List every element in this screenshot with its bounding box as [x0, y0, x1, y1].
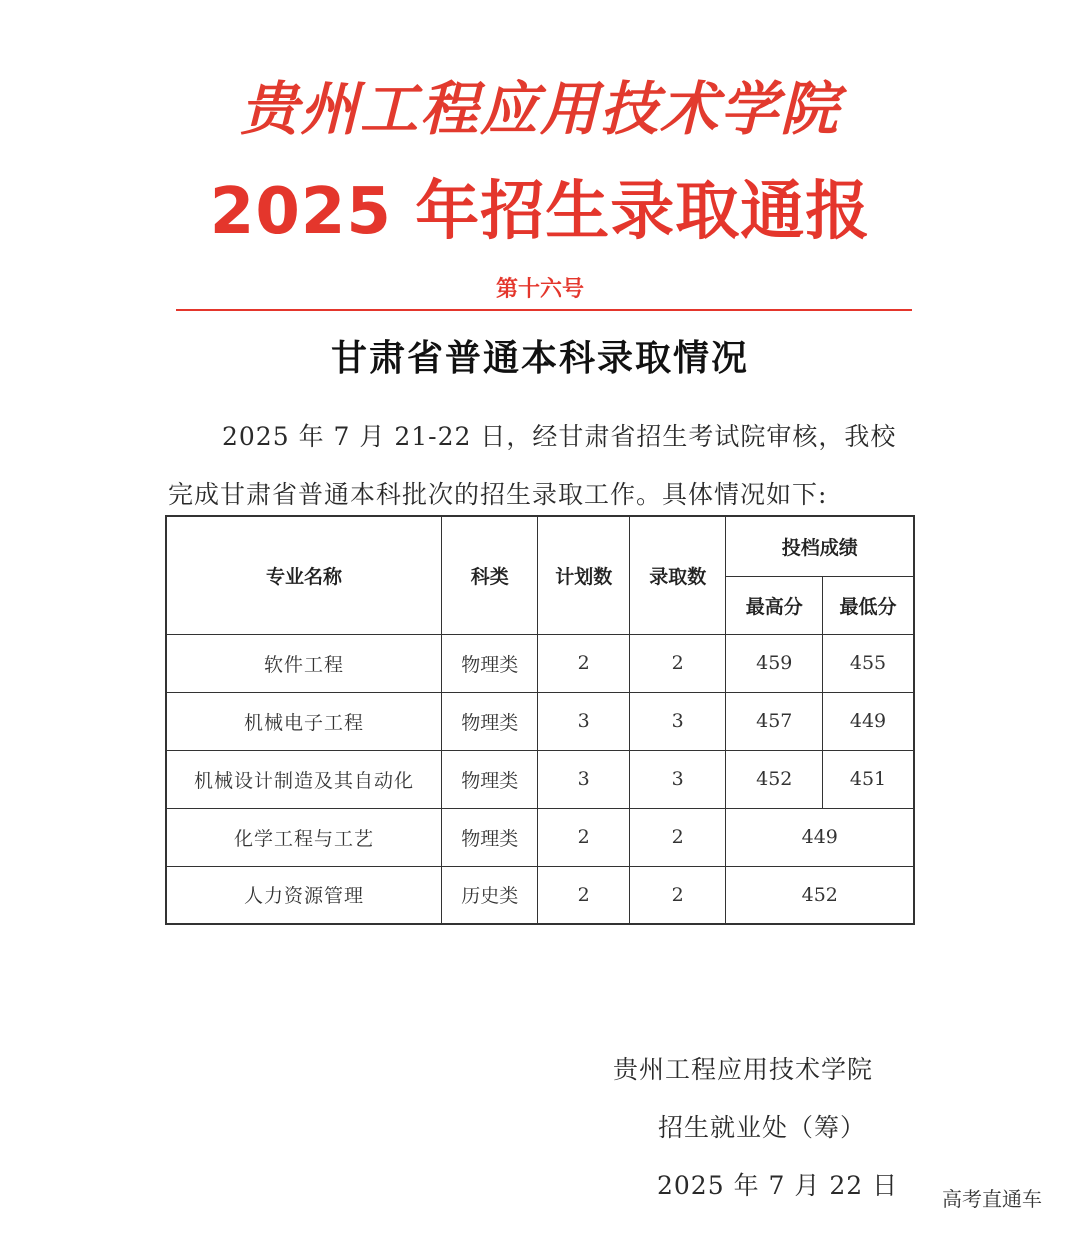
header-max-score: 最高分: [726, 576, 823, 634]
cell-max-score: 457: [726, 692, 823, 750]
header-divider: [176, 309, 912, 311]
header-admitted: 录取数: [629, 516, 726, 634]
cell-admitted: 2: [629, 866, 726, 924]
signature-organization: 贵州工程应用技术学院: [613, 1055, 874, 1084]
cell-category: 物理类: [441, 808, 538, 866]
cell-major: 机械设计制造及其自动化: [166, 750, 441, 808]
cell-merged-score: 452: [726, 866, 914, 924]
cell-plan: 3: [538, 750, 629, 808]
cell-min-score: 451: [823, 750, 915, 808]
cell-major: 人力资源管理: [166, 866, 441, 924]
cell-category: 历史类: [441, 866, 538, 924]
header-score-group: 投档成绩: [726, 516, 914, 576]
table-row: [166, 866, 914, 924]
header-major: 专业名称: [166, 516, 441, 634]
cell-plan: 2: [538, 634, 629, 692]
cell-admitted: 2: [629, 634, 726, 692]
signature-date: 2025 年 7 月 22 日: [657, 1171, 899, 1200]
header-plan: 计划数: [538, 516, 629, 634]
cell-min-score: 455: [823, 634, 915, 692]
cell-major: 软件工程: [166, 634, 441, 692]
table-header-row: [166, 516, 914, 576]
cell-merged-score: 449: [726, 808, 914, 866]
table-row: [166, 692, 914, 750]
intro-paragraph: 2025 年 7 月 21-22 日，经甘肃省招生考试院审核，我校完成甘肃省普通本科批次的招生录取工作。具体情况如下:: [168, 422, 897, 509]
issue-number: 第十六号: [495, 277, 584, 302]
cell-category: 物理类: [441, 634, 538, 692]
table-row: [166, 750, 914, 808]
cell-plan: 3: [538, 692, 629, 750]
cell-admitted: 3: [629, 692, 726, 750]
cell-admitted: 2: [629, 808, 726, 866]
header-category: 科类: [441, 516, 538, 634]
cell-max-score: 452: [726, 750, 823, 808]
announcement-headline: 2025 年招生录取通报: [209, 175, 871, 249]
cell-category: 物理类: [441, 750, 538, 808]
cell-major: 化学工程与工艺: [166, 808, 441, 866]
table-row: [166, 634, 914, 692]
table-row: [166, 808, 914, 866]
school-name-calligraphy: 贵州工程应用技术学院: [239, 75, 840, 143]
cell-plan: 2: [538, 866, 629, 924]
watermark: 高考直通车: [942, 1187, 1042, 1211]
cell-category: 物理类: [441, 692, 538, 750]
cell-min-score: 449: [823, 692, 915, 750]
admissions-table: [165, 515, 915, 925]
signature-department: 招生就业处（筹）: [658, 1113, 867, 1142]
cell-max-score: 459: [726, 634, 823, 692]
document-title: 甘肃省普通本科录取情况: [330, 338, 749, 379]
cell-plan: 2: [538, 808, 629, 866]
header-min-score: 最低分: [823, 576, 915, 634]
cell-major: 机械电子工程: [166, 692, 441, 750]
cell-admitted: 3: [629, 750, 726, 808]
